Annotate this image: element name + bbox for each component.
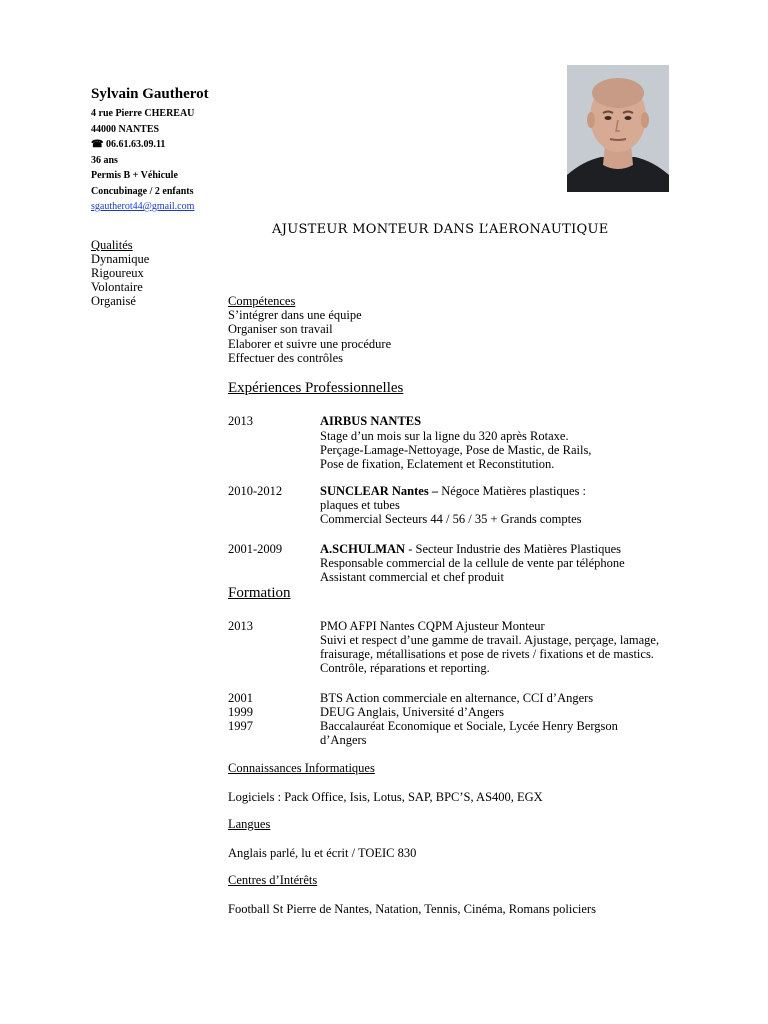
formation-year: 1997 (228, 719, 253, 733)
competences-section (228, 294, 391, 365)
formation-year: 2001 (228, 691, 253, 705)
phone-icon: ☎ (91, 139, 104, 150)
experience-company-desc: Négoce Matières plastiques : (438, 484, 586, 498)
experiences-heading: Expériences Professionnelles (228, 380, 404, 396)
qualites-section (91, 238, 149, 308)
qualite-item: Dynamique (91, 252, 150, 266)
formation-degree: BTS Action commerciale en alternance, CCI d’Angers (320, 691, 594, 705)
formation-year: 1999 (228, 705, 253, 719)
candidate-name: Sylvain Gautherot (91, 86, 209, 102)
competence-item: Organiser son travail (228, 322, 333, 337)
city-line: 44000 NANTES (91, 123, 160, 135)
formation-degree: DEUG Anglais, Université d’Angers (320, 705, 504, 719)
family-line: Concubinage / 2 enfants (91, 185, 194, 197)
experience-company: SUNCLEAR Nantes – (320, 484, 439, 498)
qualites-heading: Qualités (91, 238, 133, 252)
contact-block (91, 106, 194, 215)
experience-line: Pose de fixation, Eclatement et Reconstitution. (320, 457, 555, 471)
interets-heading: Centres d’Intérêts (228, 873, 318, 887)
portrait-image (567, 65, 669, 192)
experience-line: Responsable commercial de la cellule de vente par téléphone (320, 556, 625, 570)
qualite-item: Volontaire (91, 280, 143, 294)
competence-item: Effectuer des contrôles (228, 350, 343, 365)
formation-degree: Baccalauréat Economique et Sociale, Lycée Henry Bergson (320, 719, 618, 733)
experience-line: plaques et tubes (320, 498, 400, 512)
email-link[interactable]: sgautherot44@gmail.com (91, 201, 195, 212)
experience-company-desc: - Secteur Industrie des Matières Plastiques (405, 542, 621, 556)
phone-number: 06.61.63.09.11 (105, 139, 166, 150)
job-title: AJUSTEUR MONTEUR DANS L’AERONAUTIQUE (272, 222, 609, 237)
formation-line: fraisurage, métallisations et pose de rivets / fixations et de mastics. (320, 647, 654, 661)
experience-year: 2013 (228, 414, 253, 428)
langues-heading: Langues (228, 817, 271, 831)
formation-line: Suivi et respect d’une gamme de travail. Ajustage, perçage, lamage, (320, 633, 660, 647)
profile-photo (567, 65, 669, 192)
license-line: Permis B + Véhicule (91, 170, 178, 181)
informatique-heading: Connaissances Informatiques (228, 761, 375, 775)
experience-year: 2001-2009 (228, 542, 283, 556)
formation-heading: Formation (228, 585, 291, 601)
informatique-text: Logiciels : Pack Office, Isis, Lotus, SAP, BPC’S, AS400, EGX (228, 790, 543, 804)
experience-line: Commercial Secteurs 44 / 56 / 35 + Grands comptes (320, 512, 582, 526)
age-line: 36 ans (91, 154, 118, 166)
formation-line: Contrôle, réparations et reporting. (320, 661, 490, 675)
competence-item: Elaborer et suivre une procédure (228, 336, 392, 351)
experience-company: AIRBUS NANTES (320, 414, 422, 428)
competence-item: S’intégrer dans une équipe (228, 308, 362, 323)
competences-heading: Compétences (228, 294, 296, 308)
langues-text: Anglais parlé, lu et écrit / TOEIC 830 (228, 846, 417, 860)
formation-year: 2013 (228, 619, 253, 633)
interets-text: Football St Pierre de Nantes, Natation, Tennis, Cinéma, Romans policiers (228, 902, 596, 916)
experience-line: Perçage-Lamage-Nettoyage, Pose de Mastic, de Rails, (320, 443, 592, 457)
address-line: 4 rue Pierre CHEREAU (91, 108, 195, 119)
qualite-item: Organisé (91, 294, 136, 308)
formation-degree: d’Angers (320, 733, 367, 747)
experience-year: 2010-2012 (228, 484, 283, 498)
experience-line: Assistant commercial et chef produit (320, 570, 504, 584)
experience-company: A.SCHULMAN (320, 542, 406, 556)
qualite-item: Rigoureux (91, 266, 144, 280)
formation-line: PMO AFPI Nantes CQPM Ajusteur Monteur (320, 619, 545, 633)
phone-line (91, 137, 194, 153)
experience-line: Stage d’un mois sur la ligne du 320 après Rotaxe. (320, 429, 569, 443)
